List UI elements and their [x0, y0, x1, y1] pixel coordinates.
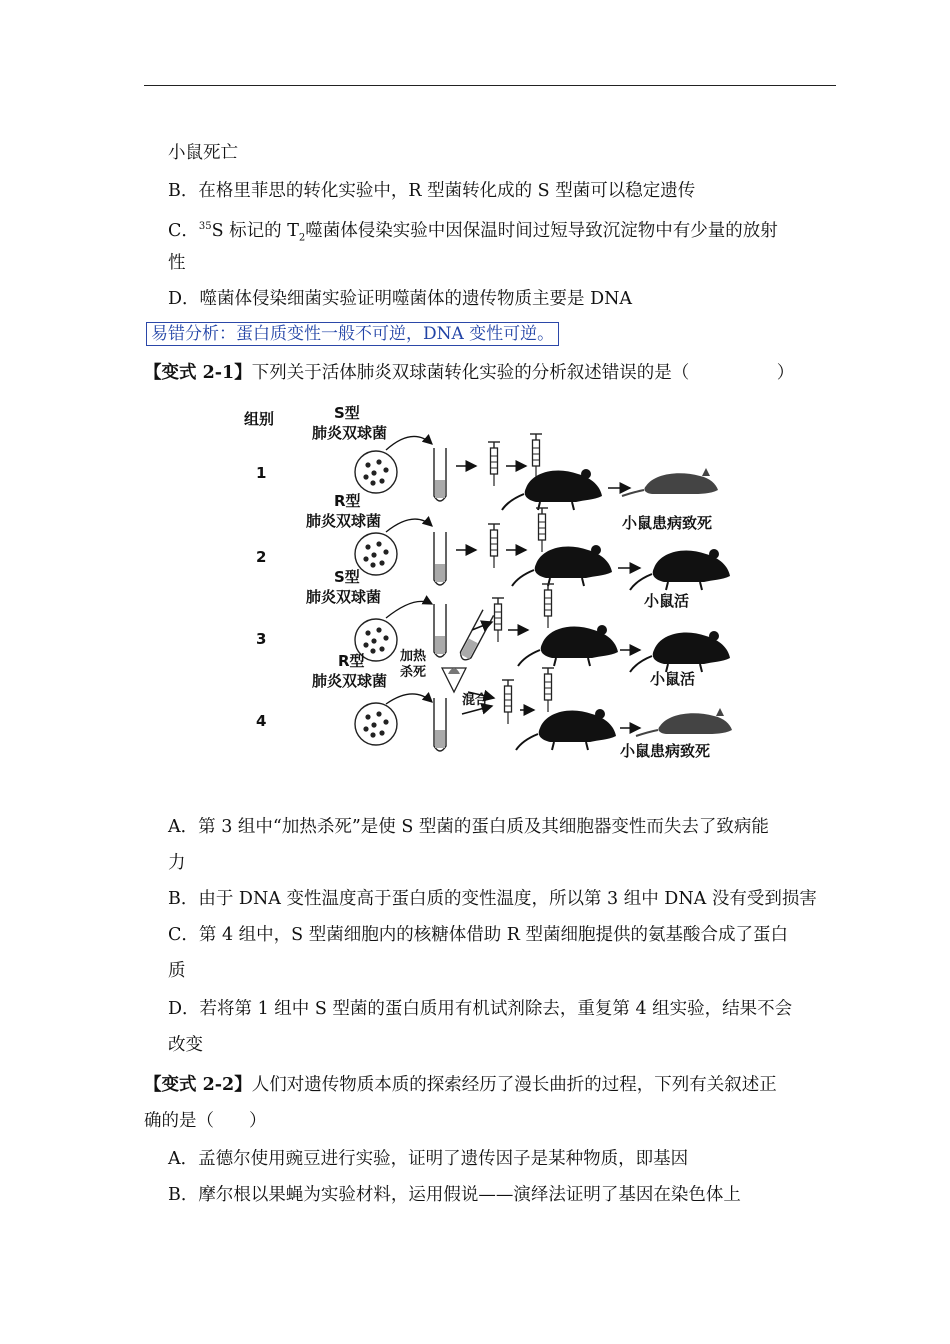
question-stem: 下列关于活体肺炎双球菌转化实验的分析叙述错误的是（ ）: [251, 363, 795, 383]
option-a: A．第 3 组中“加热杀死”是使 S 型菌的蛋白质及其细胞器变性而失去了致病能: [168, 817, 769, 837]
result-label: 小鼠患病致死: [620, 742, 711, 760]
column-header: 组别: [244, 410, 275, 428]
result-label: 小鼠患病致死: [622, 514, 713, 532]
option-b: B．摩尔根以果蝇为实验材料，运用假说——演绎法证明了基因在染色体上: [168, 1185, 741, 1205]
option-c: C．第 4 组中，S 型菌细胞内的核糖体借助 R 型菌细胞提供的氨基酸合成了蛋白: [168, 925, 789, 945]
error-analysis-note: 易错分析：蛋白质变性一般不可逆，DNA 变性可逆。: [146, 322, 559, 346]
strain-label: 肺炎双球菌: [306, 512, 382, 530]
option-a-continuation: 力: [168, 853, 186, 873]
group-label: 2: [256, 548, 267, 566]
group-label: 3: [256, 630, 267, 648]
question-2-2: [144, 1074, 777, 1096]
question-tag: 【变式 2-2】: [144, 1075, 252, 1095]
option-c: C．$^{35}$S 标记的 $T_2$噬菌体侵染实验中因保温时间过短导致沉淀物中有少量的放射: [168, 220, 778, 244]
transformation-experiment-figure: [236, 392, 756, 772]
group-label: 1: [256, 464, 267, 482]
result-label: 小鼠活: [650, 670, 696, 688]
mix-label: 混合: [462, 693, 489, 708]
option-c-continuation: 质: [168, 961, 186, 981]
strain-label: 肺炎双球菌: [312, 672, 388, 690]
strain-label: R型: [334, 492, 361, 510]
question-tag: 【变式 2-1】: [144, 363, 252, 383]
strain-label: 肺炎双球菌: [306, 588, 382, 606]
strain-label: 肺炎双球菌: [312, 424, 388, 442]
heat-kill-label: 加热: [400, 649, 427, 664]
option-d: D．若将第 1 组中 S 型菌的蛋白质用有机试剂除去，重复第 4 组实验，结果不会: [168, 999, 793, 1019]
heat-kill-label: 杀死: [400, 665, 427, 680]
group-label: 4: [256, 712, 267, 730]
option-b: B．由于 DNA 变性温度高于蛋白质的变性温度，所以第 3 组中 DNA 没有受到损害: [168, 889, 817, 909]
strain-label: S型: [334, 568, 360, 586]
text-line: 小鼠死亡: [168, 143, 238, 163]
question-stem: 人们对遗传物质本质的探索经历了漫长曲折的过程，下列有关叙述正: [251, 1075, 777, 1095]
result-label: 小鼠活: [644, 592, 690, 610]
question-2-1: [144, 362, 794, 384]
option-b: B．在格里菲思的转化实验中，R 型菌转化成的 S 型菌可以稳定遗传: [168, 181, 696, 201]
header-rule: [144, 85, 836, 86]
strain-label: S型: [334, 404, 360, 422]
question-stem-continuation: 确的是（ ）: [144, 1111, 267, 1131]
strain-label: R型: [338, 652, 365, 670]
option-c-continuation: 性: [168, 253, 186, 273]
option-d-continuation: 改变: [168, 1035, 203, 1055]
option-d: D．噬菌体侵染细菌实验证明噬菌体的遗传物质主要是 DNA: [168, 289, 633, 309]
option-a: A．孟德尔使用豌豆进行实验，证明了遗传因子是某种物质，即基因: [168, 1149, 689, 1169]
